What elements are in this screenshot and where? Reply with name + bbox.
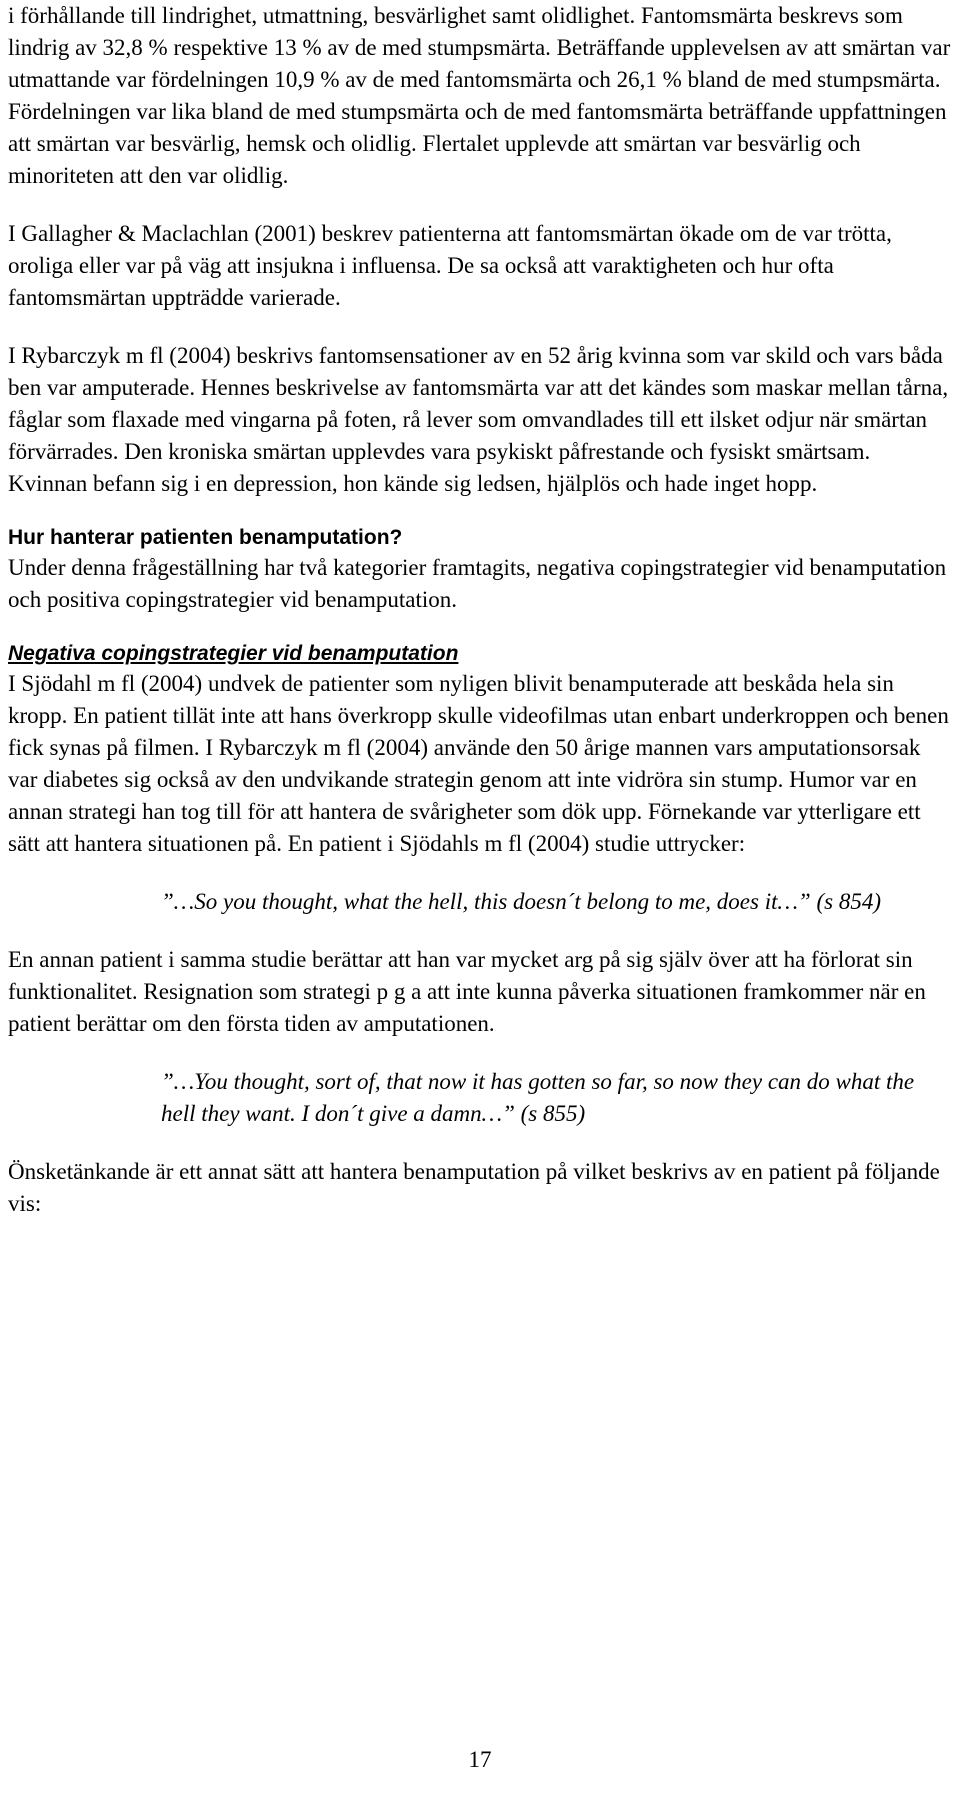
paragraph-rybarczyk-woman: I Rybarczyk m fl (2004) beskrivs fantomsensationer av en 52 årig kvinna som var skild och vars båda ben var amputerade. Hennes beskrivelse av fantomsmärta var att det kändes som maskar mellan tårna, fåglar som flaxade med vingarna på foten, rå lever som omvandlades till ett ilsket odjur när smärtan förvärrades. Den kroniska smärtan upplevdes vara psykiskt påfrestande och fysiskt smärtsam. Kvinnan befann sig i en depression, hon kände sig ledsen, hjälplös och hade inget hopp. bbox=[8, 343, 949, 496]
section-heading: Hur hanterar patienten benamputation? bbox=[8, 526, 403, 549]
subsection-heading: Negativa copingstrategier vid benamputation bbox=[8, 642, 459, 665]
paragraph-negative-coping: I Sjödahl m fl (2004) undvek de patienter som nyligen blivit benamputerade att beskåda hela sin kropp. En patient tillät inte att hans överkropp skulle videofilmas utan enbart underkroppen och benen fick synas på filmen. I Rybarczyk m fl (2004) använde den 50 årige mannen vars amputationsorsak var diabetes sig också av den undvikande strategin genom att inte vidröra sin stump. Humor var en annan strategi han tog till för att hantera de svårigheter som dök upp. Förnekande var ytterligare ett sätt att hantera situationen på. En patient i Sjödahls m fl (2004) studie uttrycker: bbox=[8, 671, 949, 856]
spacer bbox=[8, 1130, 952, 1156]
block-quote: ”…So you thought, what the hell, this doesn´t belong to me, does it…” (s 854) bbox=[161, 889, 881, 914]
paragraph-categories: Under denna frågeställning har två kategorier framtagits, negativa copingstrategier vid benamputation och positiva copingstrategier vid benamputation. bbox=[8, 555, 947, 612]
spacer bbox=[8, 918, 952, 944]
spacer bbox=[8, 192, 952, 218]
paragraph-pain-distribution: i förhållande till lindrighet, utmattning, besvärlighet samt olidlighet. Fantomsmärta beskrevs som lindrig av 32,8 % respektive 13 % av de med stumpsmärta. Beträffande upplevelsen av att smärtan var utmattande var fördelningen 10,9 % av de med fantomsmärta och 26,1 % bland de med stumpsmärta. Fördelningen var lika bland de med stumpsmärta och de med fantomsmärta beträffande uppfattningen att smärtan var besvärlig, hemsk och olidlig. Flertalet upplevde att smärtan var besvärlig och minoriteten att den var olidlig. bbox=[8, 3, 951, 188]
spacer bbox=[8, 616, 952, 640]
page-number: 17 bbox=[468, 1747, 492, 1772]
spacer bbox=[8, 1040, 952, 1066]
spacer bbox=[8, 314, 952, 340]
paragraph-resignation: En annan patient i samma studie berättar att han var mycket arg på sig själv över att ha förlorat sin funktionalitet. Resignation som strategi p g a att inte kunna påverka situationen framkommer när en patient berättar om den första tiden av amputationen. bbox=[8, 947, 926, 1036]
spacer bbox=[8, 860, 952, 886]
page-content bbox=[8, 0, 952, 1220]
spacer bbox=[8, 500, 952, 524]
paragraph-gallagher: I Gallagher & Maclachlan (2001) beskrev patienterna att fantomsmärtan ökade om de var trötta, oroliga eller var på väg att insjukna i influensa. De sa också att varaktigheten och hur ofta fantomsmärtan uppträdde varierade. bbox=[8, 221, 892, 310]
paragraph-wishful-thinking: Önsketänkande är ett annat sätt att hantera benamputation på vilket beskrivs av en patient på följande vis: bbox=[8, 1159, 940, 1216]
block-quote: ”…You thought, sort of, that now it has gotten so far, so now they can do what the hell they want. I don´t give a damn…” (s 855) bbox=[161, 1069, 915, 1126]
